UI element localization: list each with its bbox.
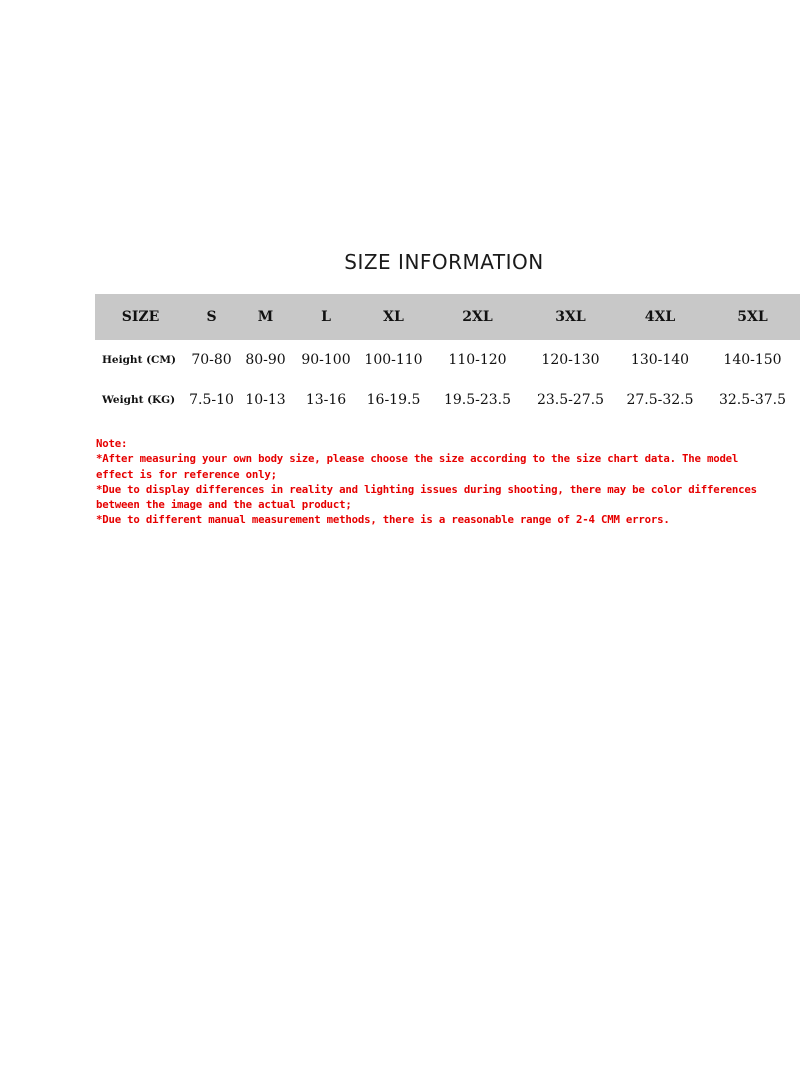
size-note xyxy=(96,436,796,528)
table-cell: 10-13 xyxy=(245,392,286,408)
column-header-xl: XL xyxy=(383,309,404,325)
column-header-4xl: 4XL xyxy=(644,309,676,325)
table-cell: 120-130 xyxy=(541,352,600,368)
table-cell: 110-120 xyxy=(448,352,507,368)
note-line: *Due to display differences in reality and lighting issues during shooting, there may be color differences xyxy=(96,482,757,496)
table-cell: 7.5-10 xyxy=(189,392,234,408)
note-line: *Due to different manual measurement methods, there is a reasonable range of 2-4 CMM errors. xyxy=(96,513,670,527)
row-label-weight: Weight (KG) xyxy=(102,394,176,406)
table-cell: 27.5-32.5 xyxy=(626,392,694,408)
table-cell: 80-90 xyxy=(245,352,286,368)
note-heading: Note: xyxy=(96,437,128,450)
table-row-height xyxy=(95,340,800,380)
column-header-5xl: 5XL xyxy=(737,309,768,325)
table-cell: 16-19.5 xyxy=(366,392,421,408)
table-cell: 23.5-27.5 xyxy=(536,392,605,408)
table-cell: 130-140 xyxy=(630,352,690,368)
table-header-row xyxy=(95,294,800,340)
note-line: between the image and the actual product; xyxy=(96,498,352,512)
table-cell: 19.5-23.5 xyxy=(443,392,512,408)
column-header-size: SIZE xyxy=(121,309,160,325)
table-cell: 32.5-37.5 xyxy=(718,392,787,408)
table-cell: 140-150 xyxy=(723,352,782,368)
table-cell: 13-16 xyxy=(305,392,347,408)
table-cell: 100-110 xyxy=(364,352,423,368)
note-line: effect is for reference only; xyxy=(96,467,277,481)
row-label-height: Height (CM) xyxy=(102,354,176,366)
table-row-weight xyxy=(95,380,800,420)
column-header-l: L xyxy=(321,309,331,325)
note-line: *After measuring your own body size, please choose the size according to the size chart data. The model xyxy=(96,452,739,466)
column-header-3xl: 3XL xyxy=(555,309,586,325)
column-header-m: M xyxy=(257,309,274,325)
table-cell: 90-100 xyxy=(301,352,351,368)
column-header-2xl: 2XL xyxy=(462,309,493,325)
page-title: SIZE INFORMATION xyxy=(344,250,544,274)
table-cell: 70-80 xyxy=(191,352,232,368)
size-chart-table xyxy=(95,294,800,420)
column-header-s: S xyxy=(206,309,217,325)
